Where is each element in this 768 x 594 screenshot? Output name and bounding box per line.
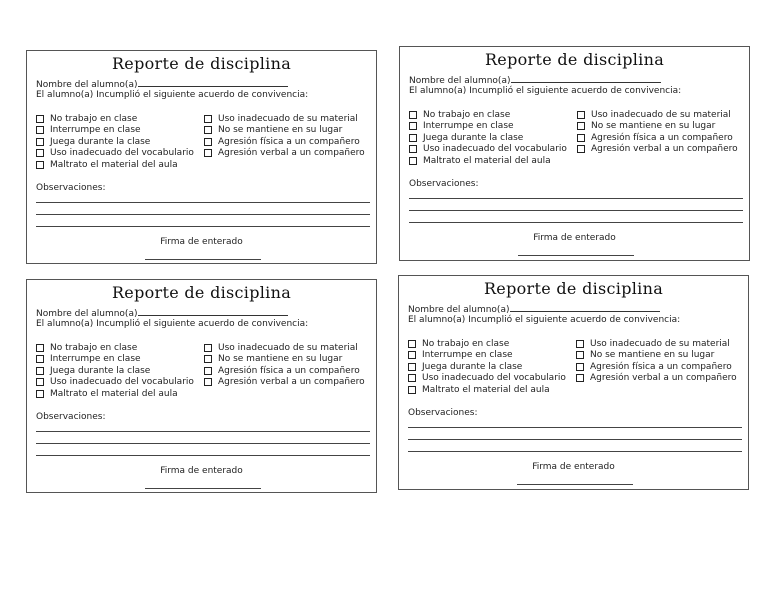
observations-line[interactable] bbox=[408, 427, 742, 428]
option-item bbox=[36, 342, 204, 354]
checkbox-icon[interactable] bbox=[204, 378, 212, 386]
option-label: No trabajo en clase bbox=[50, 113, 138, 124]
options-column-right bbox=[204, 113, 379, 159]
discipline-report-card-2 bbox=[399, 46, 750, 261]
option-label: Agresión física a un compañero bbox=[218, 136, 360, 147]
options-column-left bbox=[408, 338, 576, 396]
option-label: No se mantiene en su lugar bbox=[591, 121, 716, 132]
observations-line[interactable] bbox=[409, 198, 743, 199]
option-item bbox=[204, 113, 379, 125]
discipline-report-card-4 bbox=[398, 275, 749, 490]
signature-line[interactable] bbox=[145, 488, 261, 489]
observations-line[interactable] bbox=[36, 431, 370, 432]
student-name-blank[interactable] bbox=[138, 78, 288, 87]
option-item bbox=[36, 136, 204, 148]
observations-line[interactable] bbox=[408, 439, 742, 440]
option-item bbox=[204, 342, 379, 354]
options-column-left bbox=[36, 342, 204, 400]
options-column-right bbox=[204, 342, 379, 388]
option-item bbox=[36, 159, 204, 171]
option-label: Maltrato el material del aula bbox=[50, 388, 178, 399]
option-item bbox=[409, 132, 577, 144]
observations-label: Observaciones: bbox=[36, 183, 106, 193]
option-label: Juega durante la clase bbox=[50, 136, 151, 147]
option-item bbox=[408, 338, 576, 350]
checkbox-icon[interactable] bbox=[204, 355, 212, 363]
observations-label: Observaciones: bbox=[408, 408, 478, 418]
checkbox-icon[interactable] bbox=[409, 134, 417, 142]
observations-line[interactable] bbox=[36, 226, 370, 227]
observations-line[interactable] bbox=[409, 210, 743, 211]
option-label: Interrumpe en clase bbox=[422, 350, 513, 361]
option-item bbox=[204, 125, 379, 137]
student-name-label: Nombre del alumno(a) bbox=[36, 80, 138, 90]
option-label: Juega durante la clase bbox=[50, 365, 151, 376]
intro-text: El alumno(a) Incumplió el siguiente acuerdo de convivencia: bbox=[409, 86, 682, 96]
option-item bbox=[576, 373, 751, 385]
signature-label: Firma de enterado bbox=[160, 237, 243, 247]
option-item bbox=[36, 377, 204, 389]
agreement-options bbox=[409, 109, 749, 171]
discipline-report-card-3 bbox=[26, 279, 377, 493]
option-label: Uso inadecuado de su material bbox=[218, 113, 358, 124]
checkbox-icon[interactable] bbox=[36, 149, 44, 157]
checkbox-icon[interactable] bbox=[36, 390, 44, 398]
checkbox-icon[interactable] bbox=[204, 344, 212, 352]
checkbox-icon[interactable] bbox=[577, 134, 585, 142]
options-column-right bbox=[577, 109, 752, 155]
option-label: No se mantiene en su lugar bbox=[590, 350, 715, 361]
student-name-row bbox=[408, 303, 660, 315]
checkbox-icon[interactable] bbox=[36, 367, 44, 375]
checkbox-icon[interactable] bbox=[409, 145, 417, 153]
option-label: Agresión física a un compañero bbox=[591, 132, 733, 143]
option-item bbox=[36, 354, 204, 366]
report-title: Reporte de disciplina bbox=[111, 283, 292, 302]
student-name-row bbox=[36, 307, 288, 319]
option-label: No trabajo en clase bbox=[423, 109, 511, 120]
checkbox-icon[interactable] bbox=[576, 340, 584, 348]
option-item bbox=[577, 121, 752, 133]
option-label: No se mantiene en su lugar bbox=[218, 125, 343, 136]
option-label: Maltrato el material del aula bbox=[423, 155, 551, 166]
checkbox-icon[interactable] bbox=[576, 363, 584, 371]
option-label: No trabajo en clase bbox=[422, 338, 510, 349]
checkbox-icon[interactable] bbox=[409, 122, 417, 130]
option-item bbox=[204, 354, 379, 366]
checkbox-icon[interactable] bbox=[36, 161, 44, 169]
option-item bbox=[36, 148, 204, 160]
checkbox-icon[interactable] bbox=[204, 138, 212, 146]
signature-label: Firma de enterado bbox=[532, 462, 615, 472]
checkbox-icon[interactable] bbox=[204, 115, 212, 123]
checkbox-icon[interactable] bbox=[408, 374, 416, 382]
option-item bbox=[408, 350, 576, 362]
signature-label: Firma de enterado bbox=[160, 466, 243, 476]
checkbox-icon[interactable] bbox=[204, 126, 212, 134]
option-item bbox=[409, 155, 577, 167]
option-item bbox=[408, 361, 576, 373]
option-label: Agresión verbal a un compañero bbox=[218, 377, 365, 388]
signature-line[interactable] bbox=[145, 259, 261, 260]
option-label: Interrumpe en clase bbox=[423, 121, 514, 132]
option-label: Uso inadecuado del vocabulario bbox=[423, 144, 567, 155]
option-label: Uso inadecuado del vocabulario bbox=[50, 148, 194, 159]
option-label: Agresión física a un compañero bbox=[590, 361, 732, 372]
signature-label: Firma de enterado bbox=[533, 233, 616, 243]
option-label: Agresión verbal a un compañero bbox=[590, 373, 737, 384]
observations-label: Observaciones: bbox=[409, 179, 479, 189]
option-item bbox=[576, 361, 751, 373]
checkbox-icon[interactable] bbox=[577, 111, 585, 119]
option-label: No trabajo en clase bbox=[50, 342, 138, 353]
option-item bbox=[409, 121, 577, 133]
checkbox-icon[interactable] bbox=[577, 122, 585, 130]
student-name-blank[interactable] bbox=[138, 307, 288, 316]
checkbox-icon[interactable] bbox=[204, 149, 212, 157]
student-name-label: Nombre del alumno(a) bbox=[408, 305, 510, 315]
agreement-options bbox=[408, 338, 748, 400]
option-label: Uso inadecuado del vocabulario bbox=[422, 373, 566, 384]
observations-line[interactable] bbox=[36, 455, 370, 456]
observations-line[interactable] bbox=[36, 214, 370, 215]
intro-text: El alumno(a) Incumplió el siguiente acuerdo de convivencia: bbox=[408, 315, 681, 325]
option-item bbox=[204, 148, 379, 160]
options-column-left bbox=[409, 109, 577, 167]
agreement-options bbox=[36, 113, 376, 175]
report-title: Reporte de disciplina bbox=[483, 279, 664, 298]
observations-line[interactable] bbox=[409, 222, 743, 223]
checkbox-icon[interactable] bbox=[408, 351, 416, 359]
option-label: Interrumpe en clase bbox=[50, 354, 141, 365]
student-name-blank[interactable] bbox=[510, 303, 660, 312]
checkbox-icon[interactable] bbox=[36, 126, 44, 134]
report-title: Reporte de disciplina bbox=[484, 50, 665, 69]
option-label: Juega durante la clase bbox=[423, 132, 524, 143]
option-item bbox=[408, 384, 576, 396]
agreement-options bbox=[36, 342, 376, 404]
option-item bbox=[576, 350, 751, 362]
intro-text: El alumno(a) Incumplió el siguiente acuerdo de convivencia: bbox=[36, 90, 309, 100]
checkbox-icon[interactable] bbox=[36, 378, 44, 386]
option-label: Interrumpe en clase bbox=[50, 125, 141, 136]
option-label: Agresión verbal a un compañero bbox=[218, 148, 365, 159]
checkbox-icon[interactable] bbox=[409, 111, 417, 119]
option-item bbox=[36, 113, 204, 125]
option-item bbox=[204, 377, 379, 389]
checkbox-icon[interactable] bbox=[577, 145, 585, 153]
option-label: Maltrato el material del aula bbox=[50, 159, 178, 170]
discipline-report-card-1 bbox=[26, 50, 377, 264]
option-label: Juega durante la clase bbox=[422, 361, 523, 372]
option-item bbox=[577, 132, 752, 144]
option-label: Agresión física a un compañero bbox=[218, 365, 360, 376]
option-item bbox=[577, 109, 752, 121]
option-label: Maltrato el material del aula bbox=[422, 384, 550, 395]
report-title: Reporte de disciplina bbox=[111, 54, 292, 73]
checkbox-icon[interactable] bbox=[204, 367, 212, 375]
checkbox-icon[interactable] bbox=[408, 386, 416, 394]
option-label: Agresión verbal a un compañero bbox=[591, 144, 738, 155]
observations-label: Observaciones: bbox=[36, 412, 106, 422]
observations-line[interactable] bbox=[36, 443, 370, 444]
option-item bbox=[576, 338, 751, 350]
option-item bbox=[36, 125, 204, 137]
signature-line[interactable] bbox=[517, 484, 633, 485]
options-column-right bbox=[576, 338, 751, 384]
option-label: Uso inadecuado de su material bbox=[591, 109, 731, 120]
student-name-label: Nombre del alumno(a) bbox=[409, 76, 511, 86]
option-item bbox=[36, 365, 204, 377]
signature-line[interactable] bbox=[518, 255, 634, 256]
option-item bbox=[577, 144, 752, 156]
option-item bbox=[36, 388, 204, 400]
checkbox-icon[interactable] bbox=[36, 115, 44, 123]
student-name-row bbox=[409, 74, 661, 86]
student-name-label: Nombre del alumno(a) bbox=[36, 309, 138, 319]
checkbox-icon[interactable] bbox=[576, 374, 584, 382]
option-label: No se mantiene en su lugar bbox=[218, 354, 343, 365]
option-item bbox=[408, 373, 576, 385]
checkbox-icon[interactable] bbox=[409, 157, 417, 165]
observations-line[interactable] bbox=[36, 202, 370, 203]
checkbox-icon[interactable] bbox=[408, 363, 416, 371]
options-column-left bbox=[36, 113, 204, 171]
checkbox-icon[interactable] bbox=[36, 355, 44, 363]
option-item bbox=[409, 109, 577, 121]
option-label: Uso inadecuado del vocabulario bbox=[50, 377, 194, 388]
option-label: Uso inadecuado de su material bbox=[590, 338, 730, 349]
student-name-row bbox=[36, 78, 288, 90]
observations-line[interactable] bbox=[408, 451, 742, 452]
checkbox-icon[interactable] bbox=[36, 344, 44, 352]
option-item bbox=[204, 365, 379, 377]
option-item bbox=[204, 136, 379, 148]
option-item bbox=[409, 144, 577, 156]
option-label: Uso inadecuado de su material bbox=[218, 342, 358, 353]
checkbox-icon[interactable] bbox=[36, 138, 44, 146]
checkbox-icon[interactable] bbox=[408, 340, 416, 348]
intro-text: El alumno(a) Incumplió el siguiente acuerdo de convivencia: bbox=[36, 319, 309, 329]
checkbox-icon[interactable] bbox=[576, 351, 584, 359]
student-name-blank[interactable] bbox=[511, 74, 661, 83]
